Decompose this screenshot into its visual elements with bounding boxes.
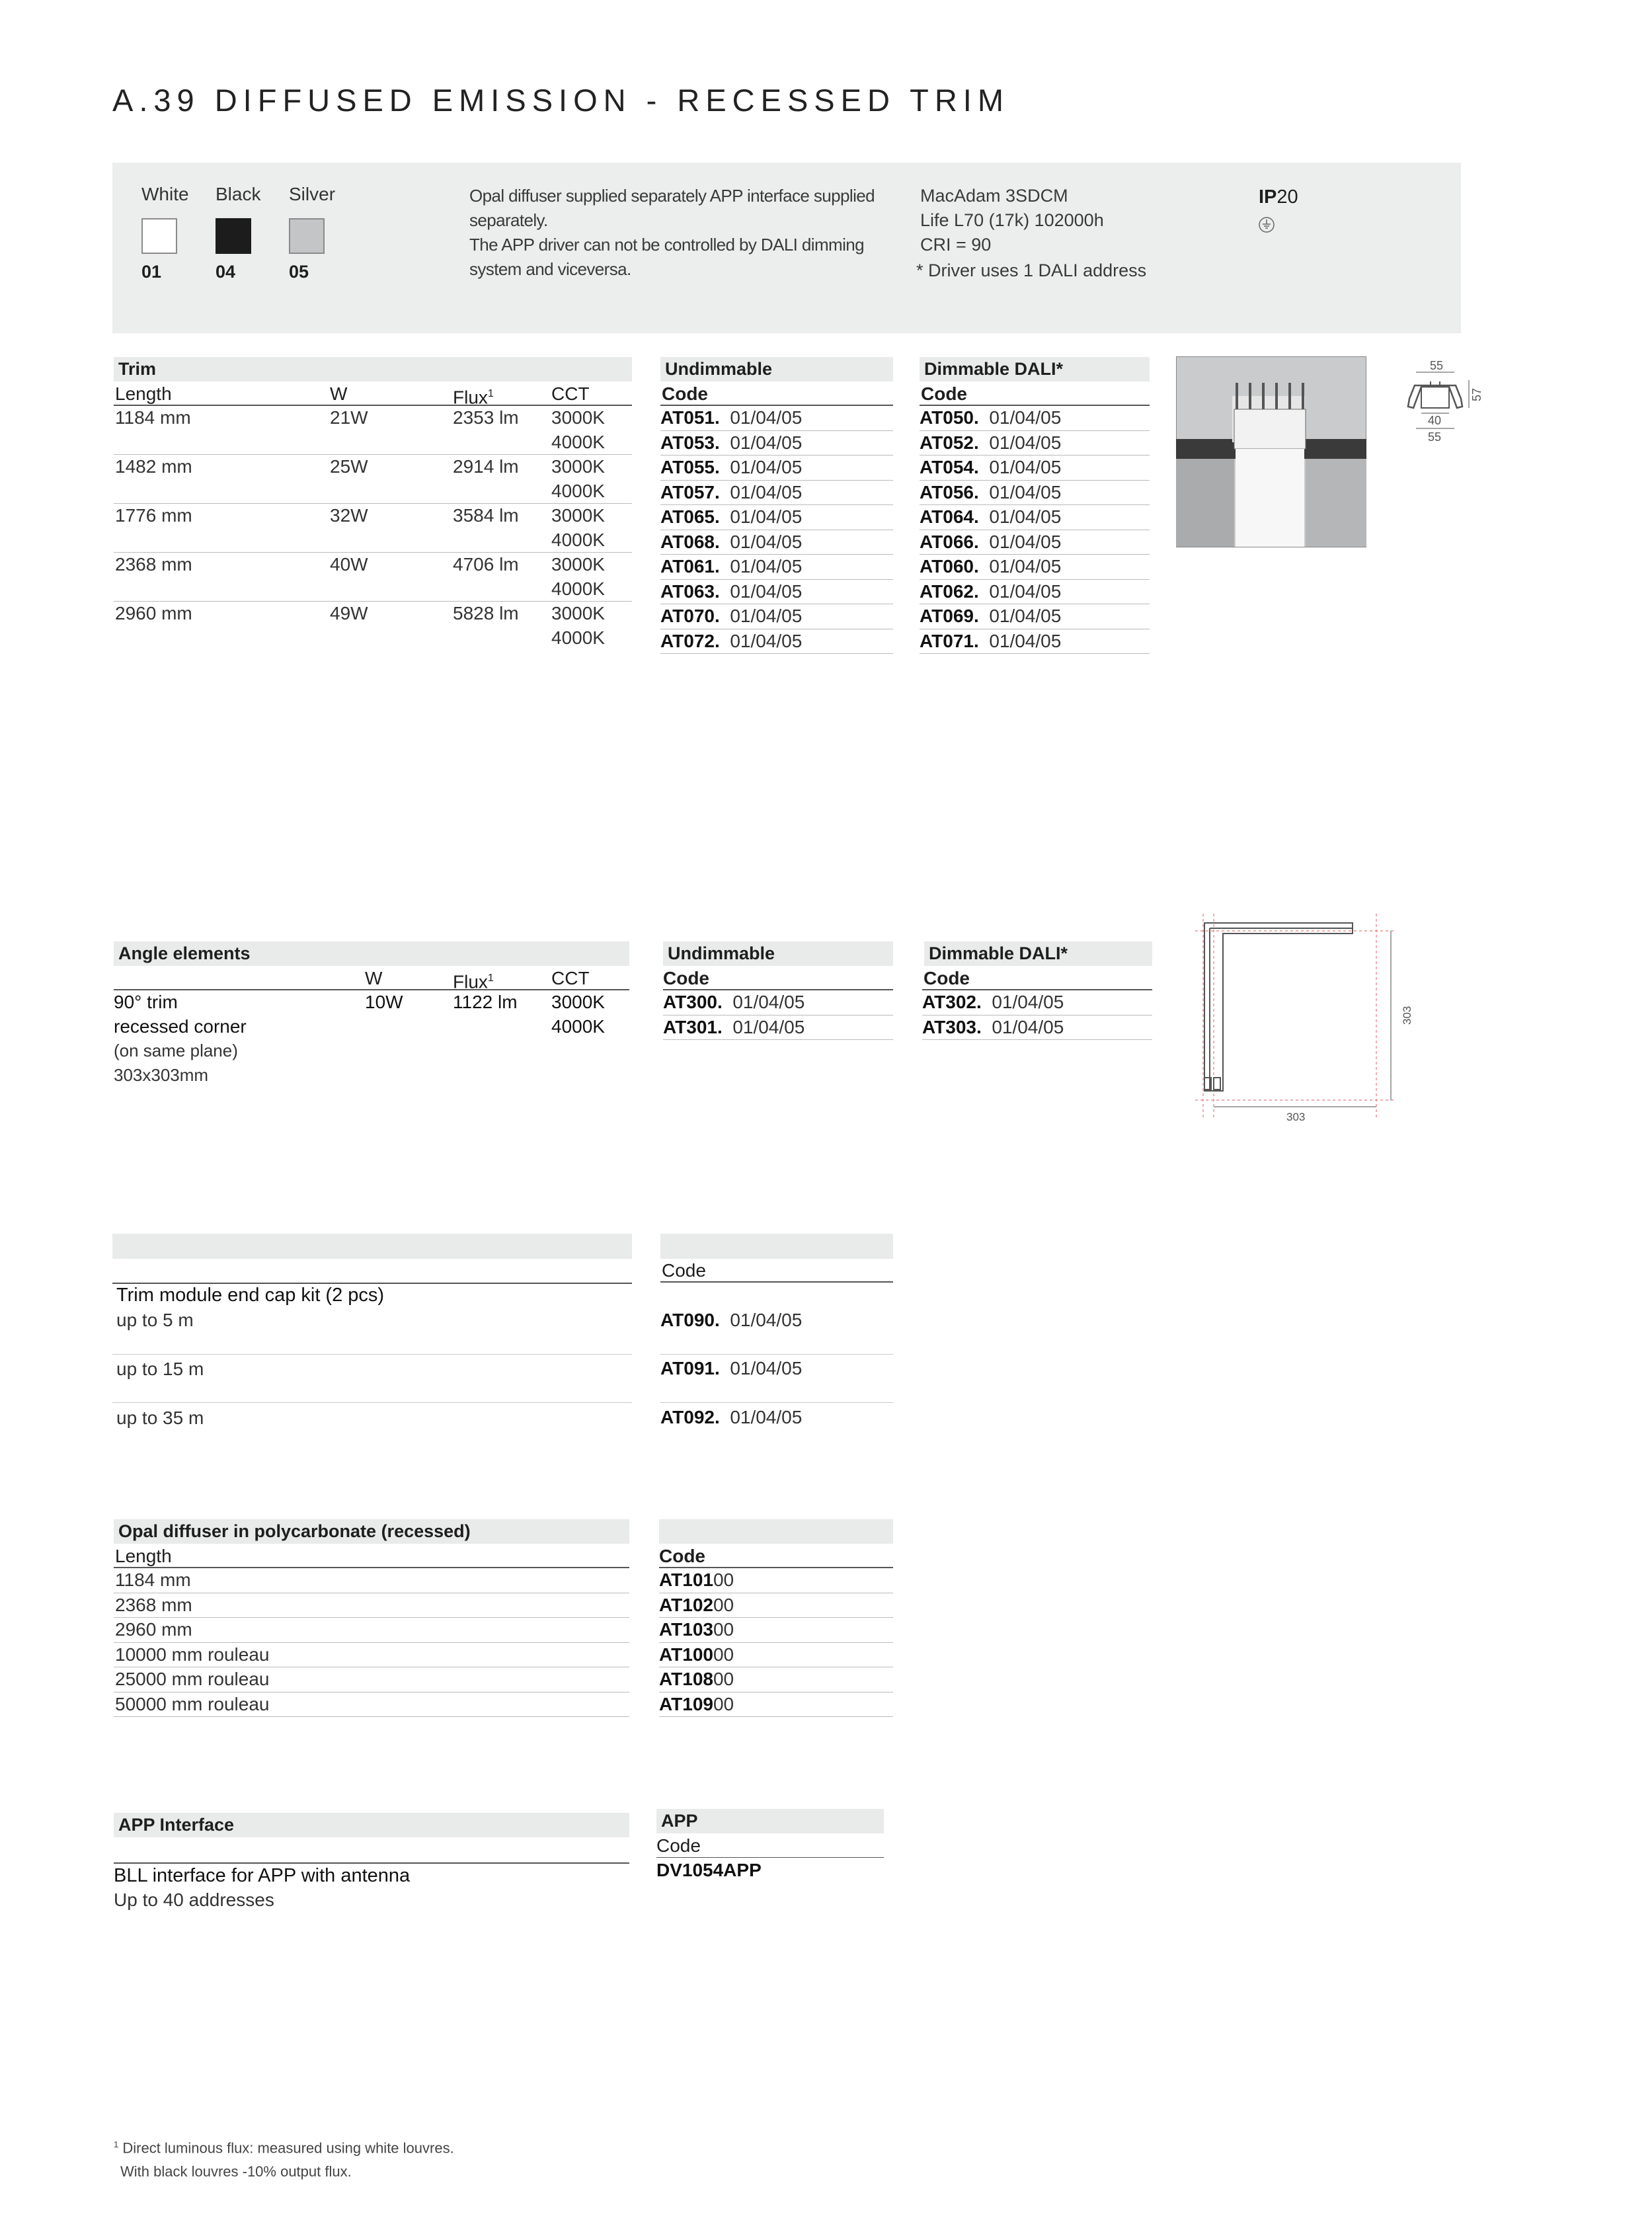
- trim-dali-header: Dimmable DALI*: [920, 357, 1150, 381]
- table-row: [114, 1642, 629, 1667]
- row-flux: 4706 lm: [453, 554, 519, 575]
- footnote-text: Direct luminous flux: measured using white louvres.: [122, 2139, 454, 2157]
- table-row: [114, 1667, 629, 1692]
- table-row: [114, 552, 632, 601]
- row-length: 10000 mm rouleau: [115, 1644, 270, 1665]
- code-cell: [920, 504, 1150, 530]
- code-value: AT092.: [660, 1407, 720, 1427]
- diffuser-codes: [659, 1568, 893, 1717]
- code-value: AT103: [659, 1619, 713, 1640]
- col-w: W: [365, 968, 383, 988]
- row-cct: 3000K: [551, 603, 605, 623]
- code-cell: [659, 1692, 893, 1718]
- table-row: [114, 601, 632, 650]
- note-line: separately.: [469, 210, 548, 230]
- code-cell: [920, 554, 1150, 579]
- finish-suffix: 01/04/05: [730, 506, 803, 527]
- code-cell: [659, 1667, 893, 1692]
- code-value: AT066.: [920, 531, 979, 552]
- dim-top-label: 55: [1430, 360, 1444, 372]
- code-cell: [922, 990, 1152, 1015]
- dim-bottom-label: 55: [1428, 430, 1442, 444]
- col-length: Length: [115, 383, 172, 404]
- row-length: 50000 mm rouleau: [115, 1693, 270, 1714]
- code-value: AT101: [659, 1570, 713, 1590]
- row-length: 1482 mm: [115, 456, 192, 477]
- angle-row: [114, 990, 629, 1039]
- finish-black: [216, 184, 260, 282]
- finish-suffix: 01/04/05: [989, 457, 1062, 477]
- row-cct: 3000K: [551, 456, 605, 477]
- row-watt: 10W: [365, 992, 403, 1012]
- code-value: AT061.: [660, 556, 720, 577]
- row-divider: [112, 1402, 632, 1403]
- row-cct: 4000K: [551, 1015, 605, 1037]
- row-length: 2960 mm: [115, 603, 192, 623]
- finish-silver: [289, 184, 335, 282]
- trim-undimmable-codes: [660, 406, 893, 654]
- diffuser-lengths: [114, 1568, 629, 1717]
- code-value: AT062.: [920, 580, 979, 602]
- ip-prefix: IP: [1259, 186, 1277, 208]
- trim-undimmable-header: Undimmable: [660, 357, 893, 381]
- code-cell: [920, 604, 1150, 629]
- trim-header: Trim: [114, 357, 632, 381]
- code-value: AT070.: [660, 606, 720, 626]
- angle-item-name: 90° trim: [114, 992, 178, 1012]
- row-length: 1184 mm: [115, 1570, 191, 1590]
- diffuser-code-label: [659, 1544, 893, 1568]
- col-flux: [453, 381, 494, 409]
- col-flux-label: Flux: [453, 971, 488, 992]
- finish-suffix: 01/04/05: [732, 992, 805, 1012]
- code-suffix: 00: [713, 1619, 734, 1640]
- dim-inner-label: 40: [1428, 414, 1442, 427]
- code-value: AT301.: [663, 1016, 723, 1037]
- product-photo: [1176, 356, 1366, 547]
- diffuser-length-label: [114, 1544, 629, 1568]
- corner-element-drawing: [1195, 914, 1413, 1132]
- code-cell: [663, 990, 893, 1015]
- table-row: [114, 1593, 629, 1618]
- finish-suffix: 01/04/05: [989, 606, 1062, 626]
- code-value: AT057.: [660, 481, 720, 502]
- table-row: [114, 503, 632, 552]
- app-code: DV1054APP: [656, 1860, 762, 1880]
- finish-suffix: 01/04/05: [730, 1358, 803, 1378]
- code-suffix: 00: [713, 1693, 734, 1714]
- finish-suffix: 01/04/05: [989, 506, 1062, 527]
- code-value: AT068.: [660, 531, 720, 552]
- code-cell: [663, 1015, 893, 1041]
- app-interface-name: BLL interface for APP with antenna: [114, 1865, 411, 1886]
- app-interface-note: Up to 40 addresses: [114, 1890, 274, 1910]
- code-label: Code: [924, 968, 970, 988]
- angle-dali-codes: [922, 990, 1152, 1040]
- endcap-code-header-bar: [660, 1234, 893, 1259]
- code-value: AT064.: [920, 506, 979, 527]
- row-watt: 40W: [330, 554, 368, 575]
- code-value: AT091.: [660, 1358, 720, 1378]
- finish-swatch-white: [141, 218, 177, 254]
- code-cell: [660, 554, 893, 579]
- angle-dali-header: Dimmable DALI*: [924, 941, 1152, 966]
- row-divider: [660, 1354, 893, 1355]
- code-value: AT109: [659, 1693, 713, 1714]
- code-value: AT300.: [663, 992, 723, 1012]
- code-suffix: 00: [713, 1669, 734, 1689]
- row-cct: 3000K: [551, 554, 605, 575]
- finish-suffix: 01/04/05: [989, 531, 1062, 552]
- row-length: 2368 mm: [115, 1594, 192, 1615]
- code-cell: [920, 579, 1150, 604]
- code-value: AT072.: [660, 630, 720, 651]
- angle-undimmable-codes: [663, 990, 893, 1040]
- col-w: W: [330, 383, 348, 404]
- trim-columns: [114, 381, 632, 406]
- angle-header: Angle elements: [114, 941, 629, 966]
- angle-notes: [114, 1039, 238, 1088]
- finish-suffix: 01/04/05: [730, 606, 803, 626]
- row-watt: 49W: [330, 603, 368, 623]
- code-cell: [920, 455, 1150, 480]
- trim-dali-code-label: [920, 381, 1150, 406]
- code-value: AT102: [659, 1594, 713, 1615]
- finish-suffix: 01/04/05: [730, 1310, 803, 1330]
- code-value: AT100: [659, 1644, 713, 1665]
- endcap-code: [660, 1356, 802, 1380]
- row-flux: 2353 lm: [453, 407, 519, 428]
- code-label: Code: [921, 383, 967, 404]
- code-label: Code: [663, 968, 709, 988]
- code-cell: [660, 530, 893, 555]
- row-cct: 4000K: [551, 529, 605, 550]
- code-label: Code: [662, 383, 708, 404]
- code-cell: [920, 406, 1150, 430]
- endcap-title: Trim module end cap kit (2 pcs): [116, 1285, 385, 1306]
- code-value: AT303.: [922, 1016, 982, 1037]
- app-header: APP: [656, 1809, 884, 1833]
- row-watt: 32W: [330, 505, 368, 526]
- finish-code: 01: [141, 262, 162, 282]
- ip-rating: [1259, 186, 1298, 208]
- endcap-header-bar: [112, 1234, 632, 1259]
- spec-line: Life L70 (17k) 102000h: [920, 210, 1104, 230]
- row-cct: 3000K: [551, 992, 605, 1012]
- code-cell: [660, 579, 893, 604]
- code-label: Code: [656, 1835, 701, 1856]
- code-value: AT052.: [920, 432, 979, 453]
- dim-horizontal-label: 303: [1286, 1111, 1306, 1123]
- col-flux: [453, 966, 494, 994]
- finish-swatch-silver: [289, 218, 325, 254]
- code-cell: [920, 430, 1150, 456]
- finish-suffix: 01/04/05: [989, 432, 1062, 453]
- row-divider: [660, 1402, 893, 1403]
- row-length: 2368 mm: [115, 554, 192, 575]
- angle-dali-code-label: [922, 966, 1152, 990]
- code-value: AT108: [659, 1669, 713, 1689]
- diffuser-note: [469, 184, 892, 282]
- row-flux: 1122 lm: [453, 992, 518, 1012]
- finish-suffix: 01/04/05: [732, 1016, 805, 1037]
- code-value: AT069.: [920, 606, 979, 626]
- spec-line: CRI = 90: [920, 235, 992, 255]
- row-flux: 5828 lm: [453, 603, 519, 623]
- row-cct: 4000K: [551, 578, 605, 599]
- row-cct: 4000K: [551, 480, 605, 501]
- code-suffix: 00: [713, 1644, 734, 1665]
- dim-height-label: 57: [1470, 387, 1483, 401]
- endcap-row-label: up to 15 m: [116, 1359, 204, 1379]
- endcap-code: [660, 1405, 802, 1429]
- finish-suffix: 01/04/05: [730, 556, 803, 577]
- code-value: AT063.: [660, 580, 720, 602]
- code-cell: [659, 1568, 893, 1593]
- code-value: AT090.: [660, 1310, 720, 1330]
- table-row: [114, 1617, 629, 1642]
- finish-suffix: 01/04/05: [730, 432, 803, 453]
- code-cell: [660, 629, 893, 655]
- finish-suffix: 01/04/05: [989, 556, 1062, 577]
- angle-undimmable-code-label: [663, 966, 893, 990]
- code-cell: [660, 455, 893, 480]
- row-cct: 3000K: [551, 407, 605, 428]
- angle-item-name: recessed corner: [114, 1015, 247, 1037]
- code-value: AT056.: [920, 481, 979, 502]
- finish-suffix: 01/04/05: [730, 531, 803, 552]
- code-cell: [659, 1593, 893, 1618]
- row-watt: 25W: [330, 456, 368, 477]
- row-length: 2960 mm: [115, 1619, 192, 1640]
- code-label: Code: [659, 1546, 705, 1566]
- row-cct: 4000K: [551, 431, 605, 452]
- col-flux-label: Flux: [453, 387, 488, 408]
- page-title: A.39 DIFFUSED EMISSION - RECESSED TRIM: [112, 83, 1010, 118]
- code-suffix: 00: [713, 1570, 734, 1590]
- code-cell: [920, 480, 1150, 505]
- code-cell: [920, 629, 1150, 655]
- code-cell: [660, 504, 893, 530]
- row-flux: 3584 lm: [453, 505, 519, 526]
- row-cct: 3000K: [551, 505, 605, 526]
- row-watt: 21W: [330, 407, 368, 428]
- code-value: AT051.: [660, 407, 720, 428]
- finish-label: Silver: [289, 184, 336, 204]
- finish-code: 05: [289, 262, 309, 282]
- code-cell: [920, 530, 1150, 555]
- code-suffix: 00: [713, 1594, 734, 1615]
- finish-suffix: 01/04/05: [992, 992, 1064, 1012]
- code-value: AT055.: [660, 457, 720, 477]
- note-line: The APP driver can not be controlled by DALI dimming: [469, 235, 864, 255]
- angle-columns: [114, 966, 629, 990]
- row-length: 1776 mm: [115, 505, 192, 526]
- table-row: [114, 406, 632, 454]
- trim-rows: [114, 406, 632, 650]
- finish-white: [141, 184, 189, 282]
- finish-code: 04: [216, 262, 236, 282]
- angle-undimmable-header: Undimmable: [663, 941, 893, 966]
- col-cct: CCT: [551, 968, 590, 988]
- col-cct: CCT: [551, 383, 590, 404]
- ground-symbol-icon: [1258, 216, 1275, 233]
- footnote: [114, 2133, 454, 2184]
- code-value: AT065.: [660, 506, 720, 527]
- footnote-line: With black louvres -10% output flux.: [120, 2163, 352, 2180]
- diffuser-header: Opal diffuser in polycarbonate (recessed): [114, 1519, 629, 1544]
- finish-suffix: 01/04/05: [989, 580, 1062, 602]
- finish-swatch-black: [216, 218, 251, 254]
- code-cell: [660, 406, 893, 430]
- footnote-mark: 1: [114, 2139, 119, 2149]
- ip-value: 20: [1277, 186, 1298, 208]
- angle-note: 303x303mm: [114, 1065, 209, 1085]
- note-line: Opal diffuser supplied separately APP interface supplied: [469, 186, 875, 206]
- table-row: [114, 1568, 629, 1593]
- code-cell: [659, 1642, 893, 1667]
- note-line: system and viceversa.: [469, 259, 631, 279]
- finish-suffix: 01/04/05: [730, 407, 803, 428]
- endcap-code: [660, 1308, 802, 1332]
- row-length: 1184 mm: [115, 407, 191, 428]
- finish-suffix: 01/04/05: [992, 1016, 1064, 1037]
- spec-line: * Driver uses 1 DALI address: [916, 260, 1147, 280]
- finish-label: Black: [216, 184, 261, 204]
- finish-suffix: 01/04/05: [730, 457, 803, 477]
- code-cell: [660, 604, 893, 629]
- finish-suffix: 01/04/05: [730, 1407, 803, 1427]
- code-label: Code: [662, 1260, 706, 1281]
- finish-label: White: [141, 184, 189, 204]
- app-code-label: [656, 1833, 884, 1858]
- table-row: [114, 1692, 629, 1718]
- code-cell: [659, 1617, 893, 1642]
- trim-dali-codes: [920, 406, 1150, 654]
- endcap-code-label: [660, 1258, 893, 1283]
- spec-line: MacAdam 3SDCM: [920, 186, 1068, 206]
- code-cell: [660, 480, 893, 505]
- code-value: AT302.: [922, 992, 982, 1012]
- light-specs: [916, 184, 1147, 283]
- endcap-row-label: up to 5 m: [116, 1310, 194, 1330]
- flux-footnote-mark: 1: [487, 388, 494, 399]
- finish-suffix: 01/04/05: [989, 407, 1062, 428]
- trim-undimmable-code-label: [660, 381, 893, 406]
- col-length: Length: [115, 1546, 172, 1566]
- endcap-row-label: up to 35 m: [116, 1408, 204, 1428]
- flux-footnote-mark: 1: [487, 973, 494, 984]
- finish-suffix: 01/04/05: [730, 580, 803, 602]
- table-row: [114, 454, 632, 503]
- finish-suffix: 01/04/05: [989, 481, 1062, 502]
- row-divider: [112, 1354, 632, 1355]
- footnote-line: [114, 2133, 454, 2160]
- finish-suffix: 01/04/05: [730, 481, 803, 502]
- finish-suffix: 01/04/05: [989, 630, 1062, 651]
- dim-vertical-label: 303: [1401, 1006, 1413, 1025]
- row-flux: 2914 lm: [453, 456, 519, 477]
- profile-section-drawing: [1382, 360, 1494, 473]
- angle-note: (on same plane): [114, 1041, 238, 1060]
- code-value: AT060.: [920, 556, 979, 577]
- row-length: 25000 mm rouleau: [115, 1669, 270, 1689]
- code-value: AT054.: [920, 457, 979, 477]
- code-value: AT071.: [920, 630, 979, 651]
- diffuser-code-header-bar: [659, 1519, 893, 1544]
- code-value: AT050.: [920, 407, 979, 428]
- code-cell: [922, 1015, 1152, 1041]
- app-interface-header: APP Interface: [114, 1813, 629, 1837]
- code-cell: [660, 430, 893, 456]
- row-cct: 4000K: [551, 627, 605, 648]
- finish-suffix: 01/04/05: [730, 630, 803, 651]
- code-value: AT053.: [660, 432, 720, 453]
